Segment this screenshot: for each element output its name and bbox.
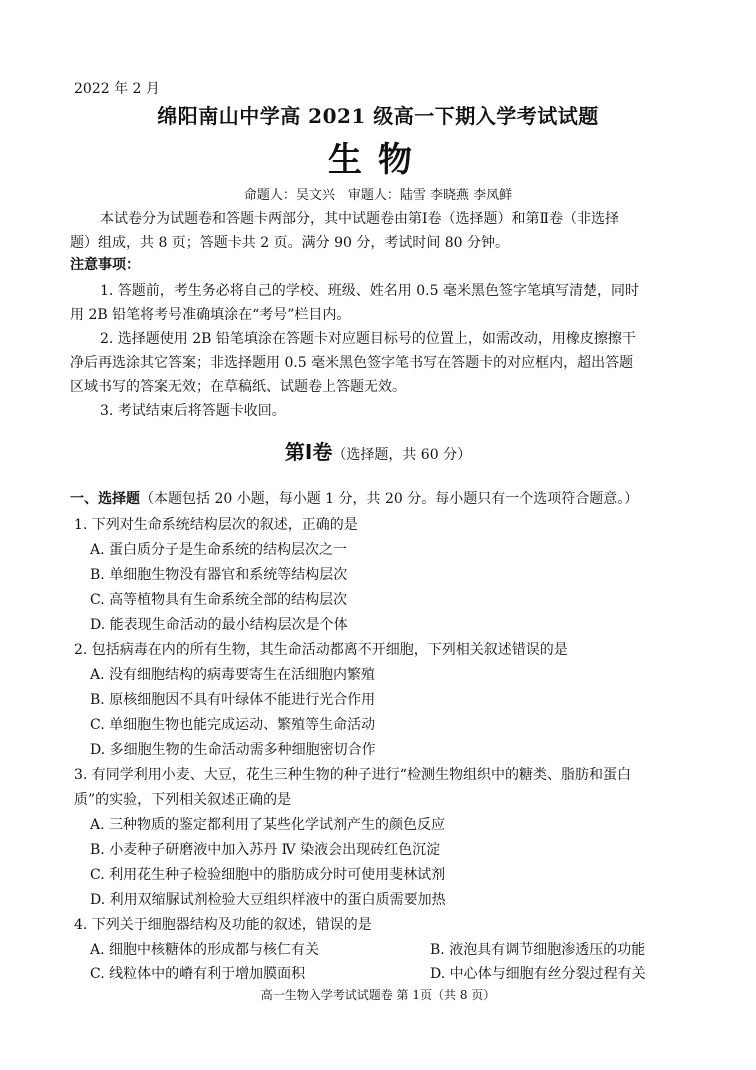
q1-option-b: B. 单细胞生物没有器官和系统等结构层次 [90, 567, 348, 583]
q4-option-d: D. 中心体与细胞有丝分裂过程有关 [430, 966, 646, 982]
notice-item-2-line-2: 净后再选涂其它答案；非选择题用 0.5 毫米黑色签字笔书写在答题卡的对应框内，超出答题 [70, 355, 634, 371]
q1-stem: 1. 下列对生命系统结构层次的叙述，正确的是 [74, 517, 358, 533]
intro-line-1: 本试卷分为试题卷和答题卡两部分，其中试题卷由第Ⅰ卷（选择题）和第Ⅱ卷（非选择 [100, 211, 620, 227]
q2-option-b: B. 原核细胞因不具有叶绿体不能进行光合作用 [90, 692, 376, 708]
q3-option-c: C. 利用花生种子检验细胞中的脂肪成分时可使用斐林试剂 [90, 867, 446, 883]
q1-option-a: A. 蛋白质分子是生命系统的结构层次之一 [90, 542, 348, 558]
section-1-label: 一、选择题 [70, 491, 140, 507]
notice-item-3: 3. 考试结束后将答题卡收回。 [100, 403, 286, 419]
q2-option-d: D. 多细胞生物的生命活动需多种细胞密切合作 [90, 742, 376, 758]
q3-option-b: B. 小麦种子研磨液中加入苏丹 Ⅳ 染液会出现砖红色沉淀 [90, 842, 441, 858]
notice-item-1-line-2: 用 2B 铅笔将考号准确填涂在“考号”栏目内。 [70, 307, 351, 323]
q2-option-a: A. 没有细胞结构的病毒要寄生在活细胞内繁殖 [90, 667, 376, 683]
part-1-subtitle: （选择题，共 60 分） [332, 447, 472, 463]
notice-heading: 注意事项： [70, 257, 140, 273]
subject-title: 生物 [328, 140, 428, 180]
exam-date: 2022 年 2 月 [74, 81, 160, 97]
q4-option-b: B. 液泡具有调节细胞渗透压的功能 [430, 942, 646, 958]
section-1-desc: （本题包括 20 小题，每小题 1 分，共 20 分。每小题只有一个选项符合题意。） [140, 491, 639, 507]
exam-title: 绵阳南山中学高 2021 级高一下期入学考试试题 [157, 104, 599, 128]
authors-line: 命题人：吴文兴 审题人：陆雪 李晓燕 李凤鲜 [243, 188, 513, 203]
notice-item-2-line-1: 2. 选择题使用 2B 铅笔填涂在答题卡对应题目标号的位置上，如需改动，用橡皮擦擦干 [100, 331, 636, 347]
q1-option-c: C. 高等植物具有生命系统全部的结构层次 [90, 592, 348, 608]
q2-option-c: C. 单细胞生物也能完成运动、繁殖等生命活动 [90, 717, 376, 733]
section-1-heading [70, 488, 638, 508]
q3-stem-line-1: 3. 有同学利用小麦、大豆，花生三种生物的种子进行“检测生物组织中的糖类、脂肪和蛋白 [74, 767, 631, 783]
notice-item-2-line-3: 区域书写的答案无效；在草稿纸、试题卷上答题无效。 [70, 379, 406, 395]
intro-line-2: 题）组成，共 8 页；答题卡共 2 页。满分 90 分，考试时间 80 分钟。 [70, 235, 510, 251]
q2-stem: 2. 包括病毒在内的所有生物，其生命活动都离不开细胞，下列相关叙述错误的是 [74, 642, 568, 658]
q4-option-a: A. 细胞中核糖体的形成都与核仁有关 [90, 942, 320, 958]
q3-option-a: A. 三种物质的鉴定都利用了某些化学试剂产生的颜色反应 [90, 817, 446, 833]
q4-option-c: C. 线粒体中的嵴有利于增加膜面积 [90, 966, 306, 982]
part-1-title: 第Ⅰ卷 [284, 440, 333, 464]
q1-option-d: D. 能表现生命活动的最小结构层次是个体 [90, 617, 348, 633]
page-footer: 高一生物入学考试试题卷 第 1页（共 8 页） [260, 988, 496, 1002]
q3-option-d: D. 利用双缩脲试剂检验大豆组织样液中的蛋白质需要加热 [90, 892, 446, 908]
part-1-heading [0, 436, 756, 465]
q3-stem-line-2: 质”的实验，下列相关叙述正确的是 [74, 792, 292, 808]
q4-stem: 4. 下列关于细胞器结构及功能的叙述，错误的是 [74, 917, 372, 933]
notice-item-1-line-1: 1. 答题前，考生务必将自己的学校、班级、姓名用 0.5 毫米黑色签字笔填写清楚，同时 [100, 283, 639, 299]
